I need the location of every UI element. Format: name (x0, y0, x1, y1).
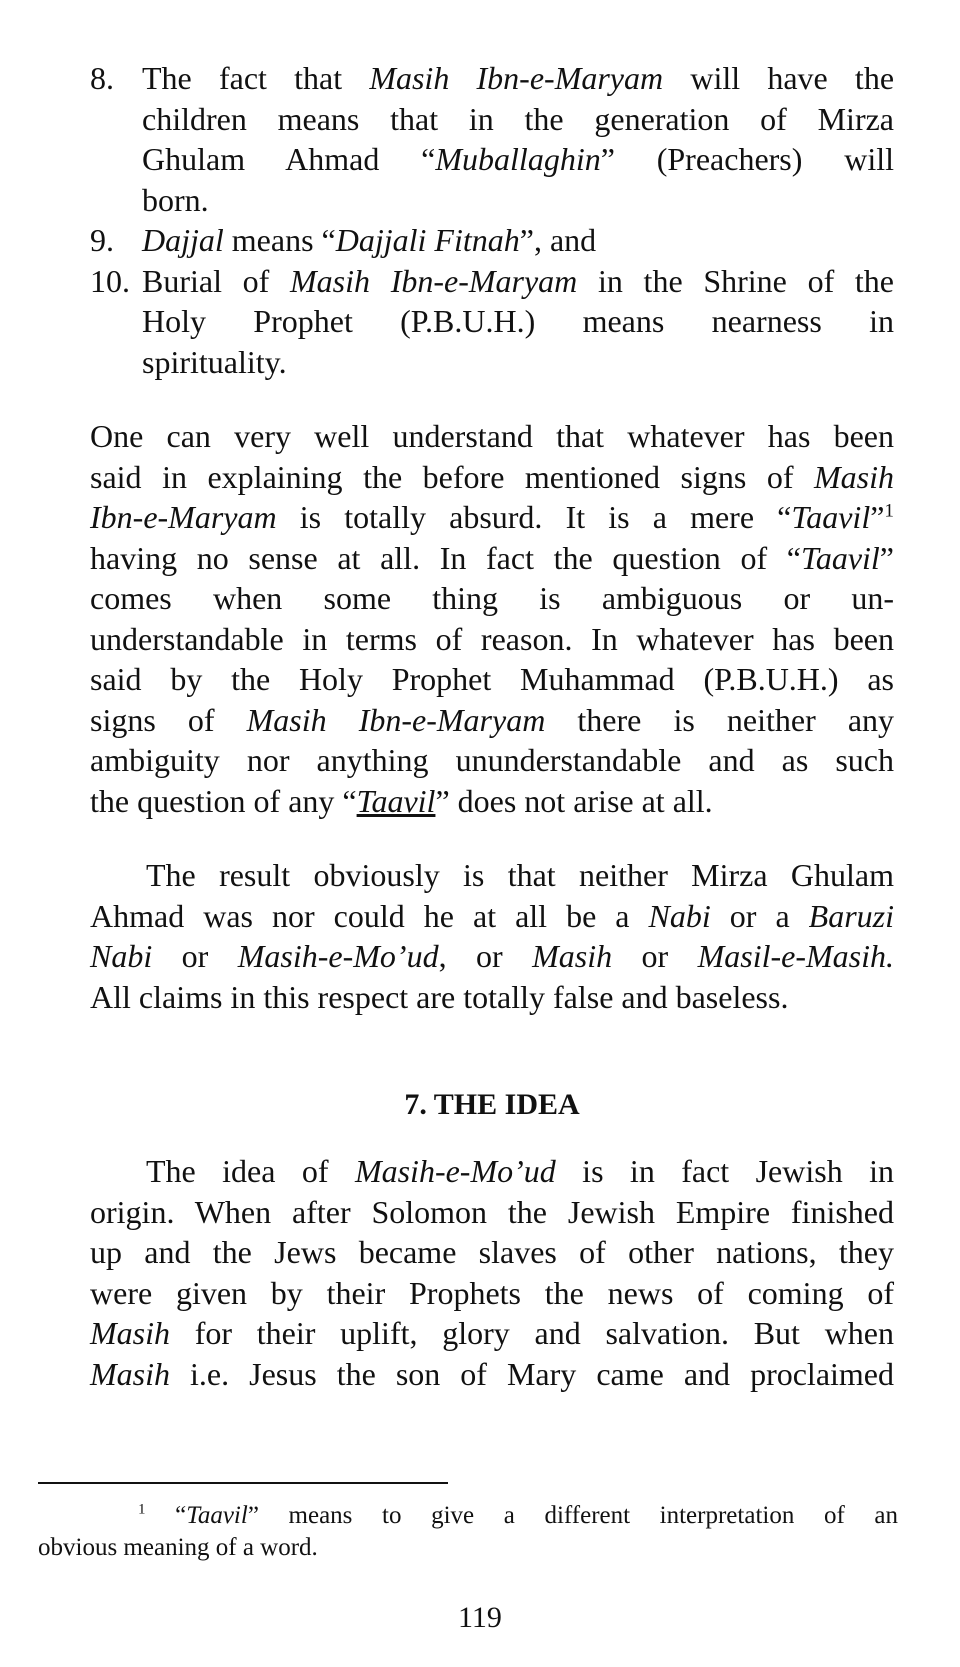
paragraph-3 (90, 1151, 894, 1394)
text-line: One can very well understand that whatever has been (90, 418, 894, 454)
italic-term: Nabi (648, 897, 711, 934)
footnote-line: $^1$ “Taavil” means to give a different interpretation of an (138, 1501, 898, 1529)
footnote (38, 1500, 898, 1564)
text-line: Dajjal means “Dajjali Fitnah”, and (142, 222, 597, 258)
list-item (90, 220, 894, 261)
italic-term: Masih (814, 458, 894, 495)
text-line: Masih i.e. Jesus the son of Mary came and proclaimed (90, 1355, 894, 1392)
text-line: signs of Masih Ibn-e-Maryam there is neither any (90, 701, 895, 738)
text-line: spirituality. (142, 343, 287, 380)
list-item (90, 58, 894, 220)
text-line: Ibn-e-Maryam is totally absurd. It is a mere “Taavil”$^1$ (90, 499, 894, 535)
italic-term: Masih Ibn-e-Maryam (246, 701, 546, 738)
text-line: ambiguity nor anything ununderstandable and as such (90, 742, 894, 778)
italic-term: Masih (90, 1315, 170, 1351)
section-heading: 7. THE IDEA (404, 1088, 580, 1121)
text-line: having no sense at all. In fact the question of “Taavil” (90, 539, 894, 576)
footnote-rule (38, 1482, 448, 1484)
italic-term: Taavil (186, 1502, 248, 1529)
italic-term: Masih-e-Mo’ud (354, 1153, 556, 1189)
text-line: up and the Jews became slaves of other nations, they (90, 1234, 894, 1270)
italic-term: Masih-e-Mo’ud (237, 938, 439, 974)
footnote-line: obvious meaning of a word. (38, 1534, 318, 1561)
page-number: 119 (458, 1601, 502, 1634)
numbered-list (90, 58, 894, 382)
list-item-text (142, 220, 894, 261)
footnote-marker: 1 (138, 1501, 146, 1518)
text-line: Ghulam Ahmad “Muballaghin” (Preachers) will (142, 141, 895, 177)
paragraph-2 (90, 855, 894, 1017)
text-line: Burial of Masih Ibn-e-Maryam in the Shrine of the (142, 262, 895, 299)
italic-term: Masih Ibn-e-Maryam (290, 262, 578, 299)
text-line: The result obviously is that neither Mirza Ghulam (146, 857, 894, 893)
list-number: 10. (90, 262, 130, 299)
underlined-term: Taavil (356, 782, 436, 819)
italic-term: Nabi (90, 938, 153, 974)
italic-term: Dajjali Fitnah (335, 222, 520, 258)
list-item (90, 261, 894, 383)
italic-term: Dajjal (142, 222, 224, 258)
italic-term: Taavil (791, 499, 871, 535)
italic-term: Masih Ibn-e-Maryam (369, 60, 664, 96)
text-line: said in explaining the before mentioned signs of Masih (90, 458, 894, 495)
italic-term: Ibn-e-Maryam (90, 499, 277, 535)
italic-term: Masil-e-Masih. (697, 938, 895, 974)
italic-term: Baruzi (808, 897, 895, 934)
italic-term: Masih (90, 1355, 170, 1392)
text-line: understandable in terms of reason. In whatever has been (90, 620, 894, 657)
list-item-text (142, 58, 894, 220)
text-line: origin. When after Solomon the Jewish Empire finished (90, 1193, 894, 1230)
text-line: The fact that Masih Ibn-e-Maryam will have the (142, 60, 895, 96)
list-item-text (142, 261, 894, 383)
list-number: 8. (90, 60, 114, 96)
list-number: 9. (90, 222, 114, 258)
text-line: Masih for their uplift, glory and salvation. But when (90, 1315, 894, 1351)
text-line: Ahmad was nor could he at all be a Nabi or a Baruzi (90, 897, 895, 934)
text-line: children means that in the generation of Mirza (142, 100, 894, 137)
text-line: The idea of Masih-e-Mo’ud is in fact Jewish in (146, 1153, 895, 1189)
text-line: were given by their Prophets the news of coming of (90, 1274, 894, 1311)
italic-term: Muballaghin (435, 141, 601, 177)
text-line: said by the Holy Prophet Muhammad (P.B.U.H.) as (90, 661, 894, 697)
text-line: Nabi or Masih-e-Mo’ud, or Masih or Masil-e-Masih. (90, 938, 895, 974)
italic-term: Taavil (800, 539, 880, 576)
text-line: born. (142, 181, 209, 218)
text-line: comes when some thing is ambiguous or un- (90, 580, 894, 616)
italic-term: Masih (532, 938, 613, 974)
text-line: All claims in this respect are totally false and baseless. (90, 978, 789, 1015)
footnote-marker: 1 (884, 500, 894, 522)
paragraph-1 (90, 416, 894, 821)
text-line: the question of any “Taavil” does not arise at all. (90, 782, 713, 819)
text-line: Holy Prophet (P.B.U.H.) means nearness in (142, 303, 894, 339)
